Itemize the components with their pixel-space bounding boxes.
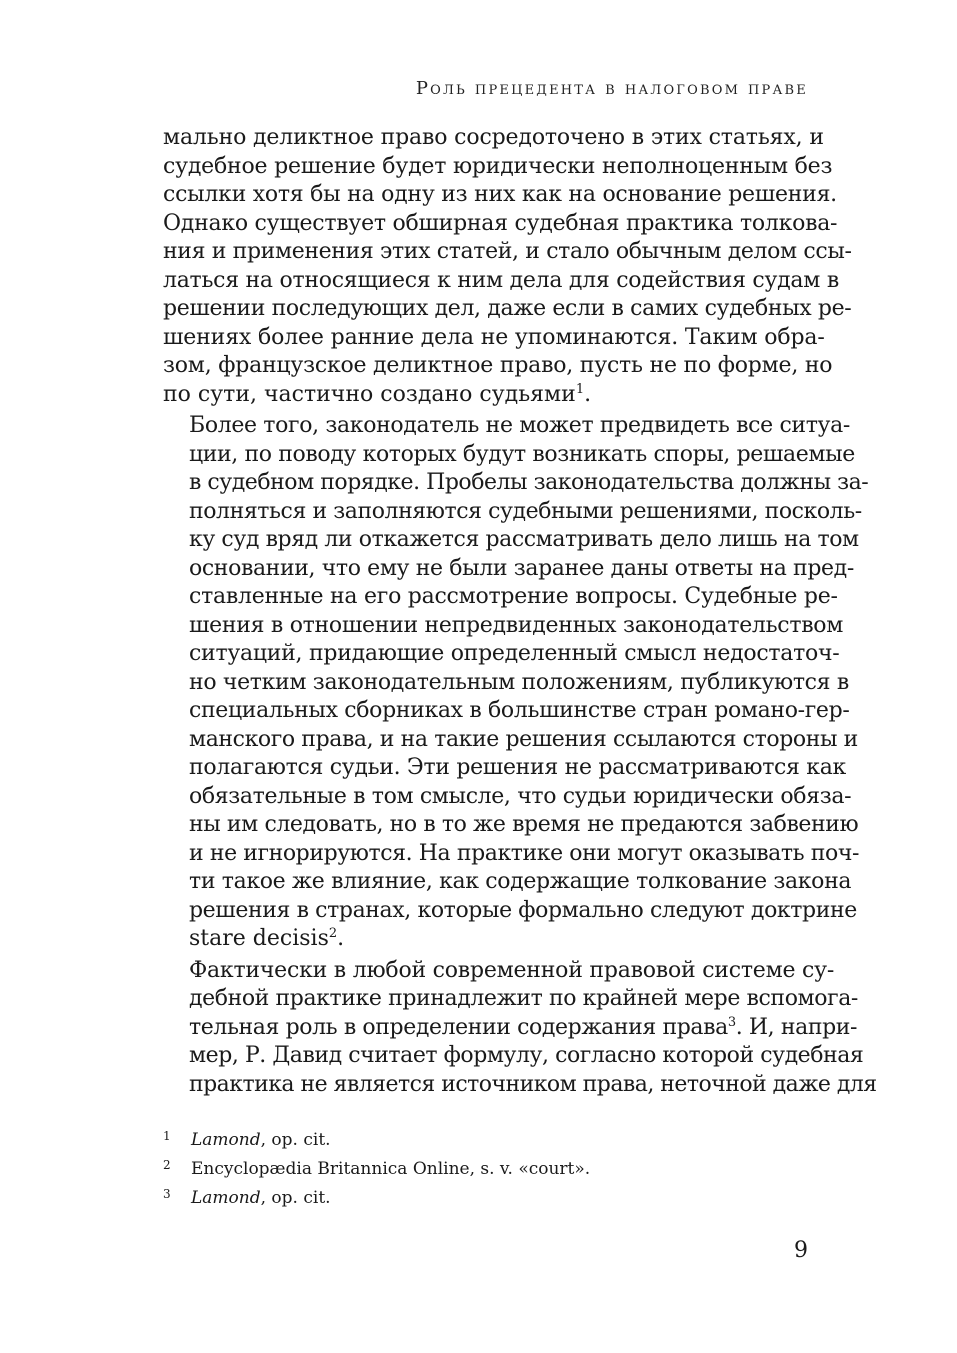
footnote-item [163,1155,807,1184]
text-line: решении последующих дел, даже если в самих судебных ре- [163,296,852,321]
text-fragment: по сути, частично создано судьями [163,381,576,407]
text-line: Однако существует обширная судебная практика толкова- [163,210,838,236]
main-text [163,124,877,1099]
text-line: в судебном порядке. Пробелы законодательства должны за- [189,470,869,495]
text-line: ны им следовать, но в то же время не предаются забвению [189,812,859,837]
footnote-author: Lamond [191,1130,261,1150]
text-line: дебной практике принадлежит по крайней мере вспомога- [189,986,858,1011]
footnote-ref[interactable]: 1 [575,381,585,397]
text-line [163,925,807,954]
text-line: ти такое же влияние, как содержащие толкование закона [189,869,852,894]
text-line: Более того, законодатель не может предвидеть все ситуа- [189,413,850,438]
text-line: полняться и заполняются судебными решениями, посколь- [189,498,862,524]
text-line: зом, французское деликтное право, пусть не по форме, но [163,353,833,378]
text-line: ссылки хотя бы на одну из них как на основание решения. [163,182,837,207]
page-number: 9 [794,1238,808,1263]
text-line: ситуаций, придающие определенный смысл недостаточ- [189,641,840,666]
text-line: но четким законодательным положениям, публикуются в [189,669,849,695]
text-line: полагаются судьи. Эти решения не рассматриваются как [189,755,846,780]
text-fragment: . [584,381,592,407]
footnote-ref[interactable]: 2 [328,926,338,941]
text-line: шениях более ранние дела не упоминаются. Таким обра- [163,324,825,350]
text-line: и не игнорируются. На практике они могут оказывать поч- [189,840,859,866]
text-fragment: . [337,926,345,951]
paragraph-3 [163,957,877,1100]
text-line: практика не является источником права, неточной даже для [189,1071,877,1097]
footnote-author: Lamond [191,1188,261,1208]
footnote-item [163,1184,807,1213]
text-line: решения в странах, которые формально следуют доктрине [189,897,857,923]
text-fragment: stare decisis [189,926,329,951]
footnote-text: , op. cit. [260,1130,331,1150]
paragraph-1 [163,124,852,409]
text-line: манского права, и на такие решения ссылаются стороны и [189,726,858,752]
text-line: ции, по поводу которых будут возникать споры, решаемые [189,441,855,467]
footnote-number: 2 [163,1158,171,1172]
footnote-item [163,1126,807,1155]
text-line: специальных сборниках в большинстве стран романо-гер- [189,698,850,723]
text-line: обязательные в том смысле, что судьи юридически обяза- [189,783,852,809]
text-line: основании, что ему не были заранее даны ответы на пред- [189,555,854,581]
text-fragment: . И, напри- [735,1014,858,1040]
paragraph-2 [163,412,869,954]
running-head: Роль прецедента в налоговом праве [415,78,808,99]
text-line: судебное решение будет юридически неполноценным без [163,153,833,179]
footnote-text: , op. cit. [260,1188,331,1208]
footnote-number: 3 [163,1187,171,1201]
text-line: шения в отношении непредвиденных законодательством [189,612,844,638]
footnotes [163,1126,807,1213]
text-line: ставленные на его рассмотрение вопросы. Судебные ре- [189,584,838,609]
text-line: ния и применения этих статей, и стало обычным делом ссы- [163,239,852,264]
text-line: ку суд вряд ли откажется рассматривать дело лишь на том [189,527,859,552]
text-line: латься на относящиеся к ним дела для содействия судам в [163,267,839,293]
text-line: мер, Р. Давид считает формулу, согласно которой судебная [189,1043,864,1068]
text-line: Фактически в любой современной правовой системе су- [189,957,835,983]
footnote-number: 1 [163,1129,171,1143]
text-fragment: тельная роль в определении содержания права [189,1014,728,1040]
text-line [163,381,807,410]
footnote-text: Encyclopædia Britannica Online, s. v. «court». [191,1159,591,1179]
text-line [163,1014,858,1043]
footnote-ref[interactable]: 3 [727,1014,736,1030]
text-line: мально деликтное право сосредоточено в этих статьях, и [163,125,824,150]
